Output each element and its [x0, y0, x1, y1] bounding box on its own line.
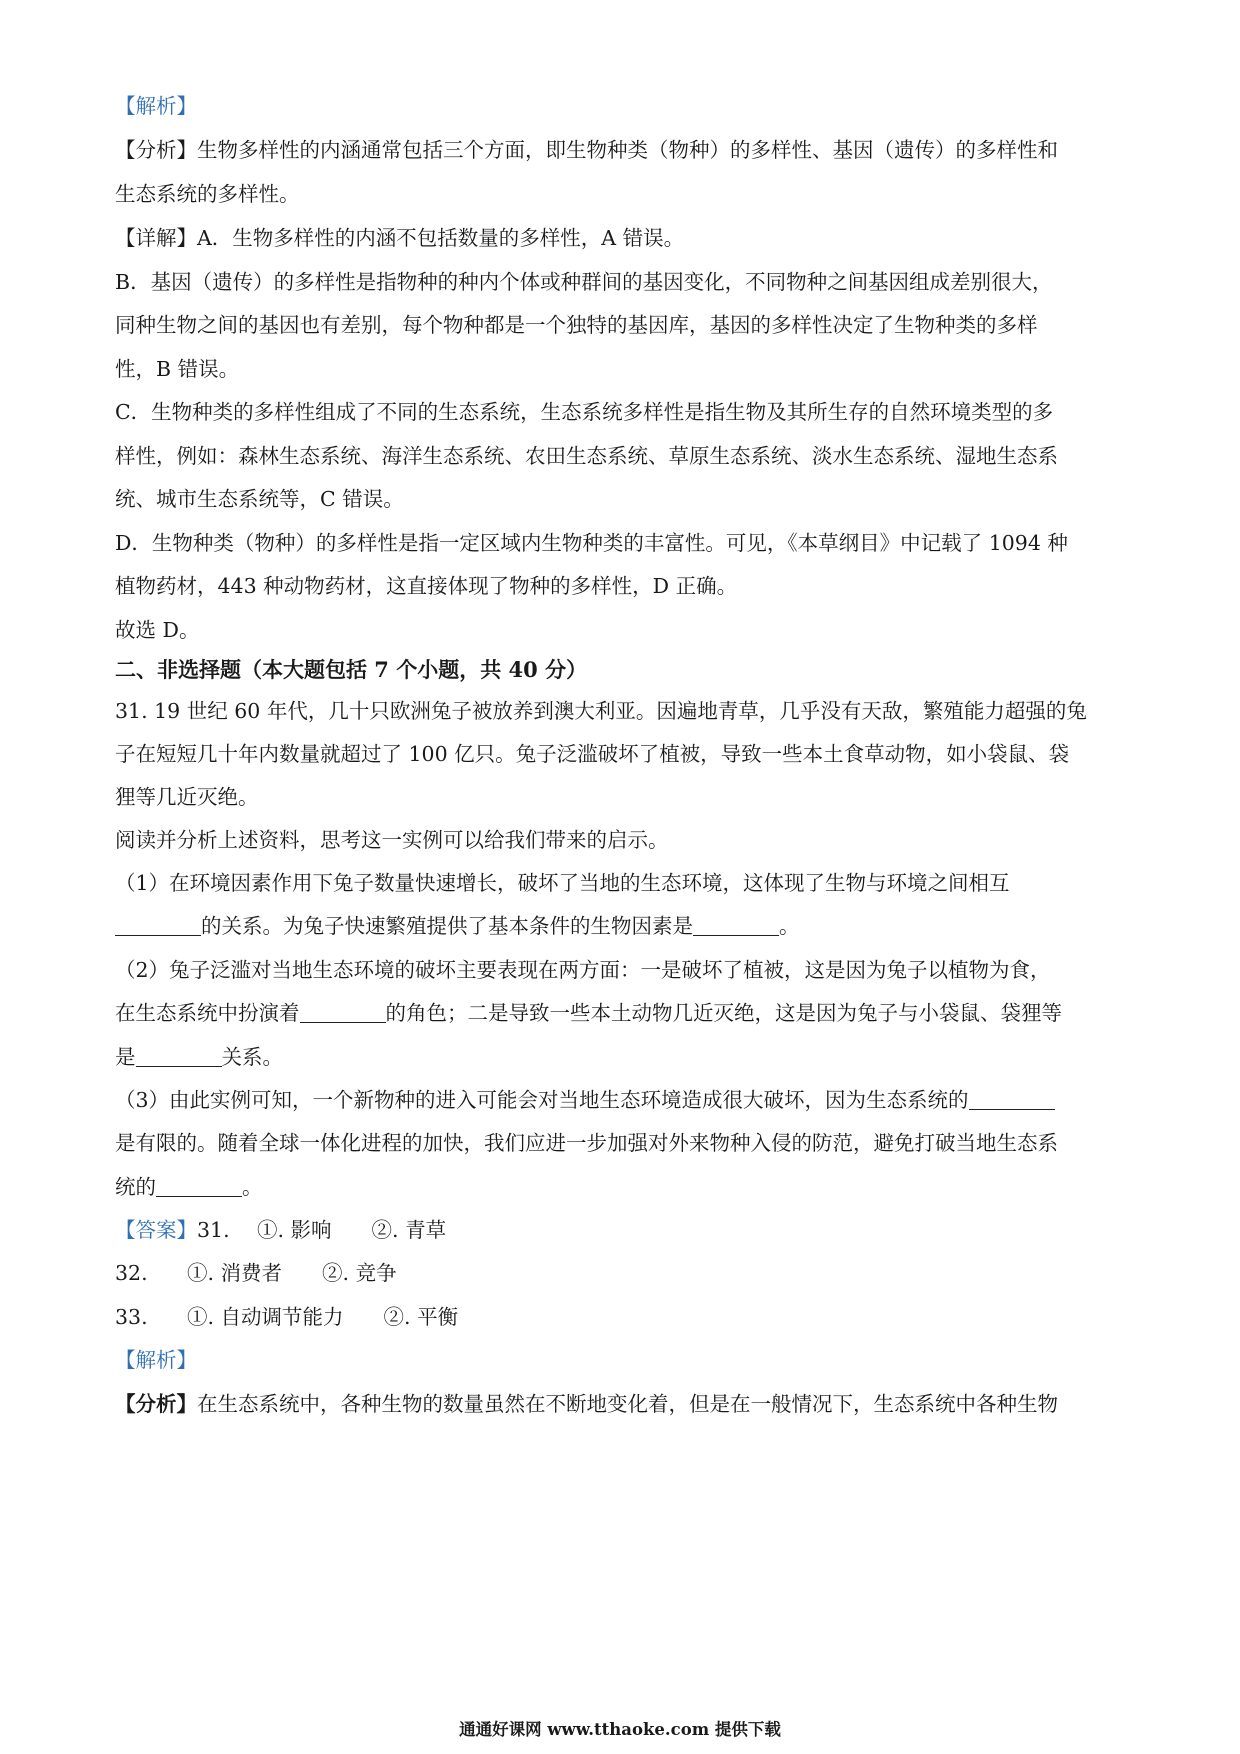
paragraph-line: D．生物种类（物种）的多样性是指一定区域内生物种类的丰富性。可见，《本草纲目》中记载了 1094 种	[115, 531, 1068, 555]
paragraph-line: B．基因（遗传）的多样性是指物种的种内个体或种群间的基因变化，不同物种之间基因组成差别很大，	[115, 270, 1053, 294]
answer-row-33: 33. ①. 自动调节能力 ②. 平衡	[115, 1305, 459, 1329]
subquestion-3-cont: 统的 。	[115, 1175, 263, 1199]
paragraph-line: C．生物种类的多样性组成了不同的生态系统，生态系统多样性是指生物及其所生存的自然环境类型的多	[115, 400, 1054, 424]
paragraph-line: 故选 D。	[115, 618, 200, 642]
question-line: 阅读并分析上述资料，思考这一实例可以给我们带来的启示。	[115, 828, 669, 852]
page-footer: 通通好课网 www.tthaoke.com 提供下载	[459, 1720, 781, 1739]
answer-blank	[693, 917, 779, 936]
paragraph-line: 统、城市生态系统等，C 错误。	[115, 487, 404, 511]
question-line: 子在短短几十年内数量就超过了 100 亿只。兔子泛滥破坏了植被，导致一些本土食草动物，如小袋鼠、袋	[115, 742, 1070, 766]
analysis-tag: 【解析】	[115, 94, 197, 118]
analysis-tag: 【解析】	[115, 1348, 197, 1372]
paragraph-line: 生态系统的多样性。	[115, 182, 300, 206]
paragraph-line: 性，B 错误。	[115, 357, 240, 381]
paragraph-line: 【分析】在生态系统中，各种生物的数量虽然在不断地变化着，但是在一般情况下，生态系统中各种生物	[115, 1392, 1058, 1416]
subquestion-3-cont: 是有限的。随着全球一体化进程的加快，我们应进一步加强对外来物种入侵的防范，避免打破当地生态系	[115, 1131, 1058, 1155]
paragraph-line: 【分析】生物多样性的内涵通常包括三个方面，即生物种类（物种）的多样性、基因（遗传）的多样性和	[115, 138, 1058, 162]
answer-blank	[156, 1178, 242, 1197]
paragraph-line: 样性，例如：森林生态系统、海洋生态系统、农田生态系统、草原生态系统、淡水生态系统、湿地生态系	[115, 444, 1058, 468]
question-line: 31. 19 世纪 60 年代，几十只欧洲兔子被放养到澳大利亚。因遍地青草，几乎没有天敌，繁殖能力超强的兔	[115, 699, 1087, 723]
answer-tag: 【答案】	[115, 1218, 197, 1242]
answer-row-32: 32. ①. 消费者 ②. 竞争	[115, 1261, 397, 1285]
subquestion-2-cont: 在生态系统中扮演着 的角色；二是导致一些本土动物几近灭绝，这是因为兔子与小袋鼠、袋狸等	[115, 1001, 1062, 1025]
subquestion-2: （2）兔子泛滥对当地生态环境的破坏主要表现在两方面：一是破坏了植被，这是因为兔子以植物为食，	[115, 958, 1051, 982]
paragraph-line: 植物药材，443 种动物药材，这直接体现了物种的多样性，D 正确。	[115, 574, 738, 598]
subquestion-1: （1）在环境因素作用下兔子数量快速增长，破坏了当地的生态环境，这体现了生物与环境之间相互	[115, 871, 1010, 895]
answer-row-31: 【答案】31. ①. 影响 ②. 青草	[115, 1218, 447, 1242]
subquestion-2-cont: 是 关系。	[115, 1045, 283, 1069]
answer-blank	[115, 917, 201, 936]
question-line: 狸等几近灭绝。	[115, 785, 259, 809]
subquestion-3: （3）由此实例可知，一个新物种的进入可能会对当地生态环境造成很大破坏，因为生态系统的	[115, 1086, 1055, 1114]
subquestion-1-cont: 的关系。为兔子快速繁殖提供了基本条件的生物因素是 。	[115, 912, 800, 940]
paragraph-line: 【详解】A．生物多样性的内涵不包括数量的多样性，A 错误。	[115, 226, 685, 250]
section-heading: 二、非选择题（本大题包括 7 个小题，共 40 分）	[115, 657, 588, 682]
answer-blank	[969, 1091, 1055, 1110]
answer-blank	[136, 1048, 222, 1067]
paragraph-line: 同种生物之间的基因也有差别，每个物种都是一个独特的基因库，基因的多样性决定了生物种类的多样	[115, 313, 1038, 337]
answer-blank	[300, 1004, 386, 1023]
